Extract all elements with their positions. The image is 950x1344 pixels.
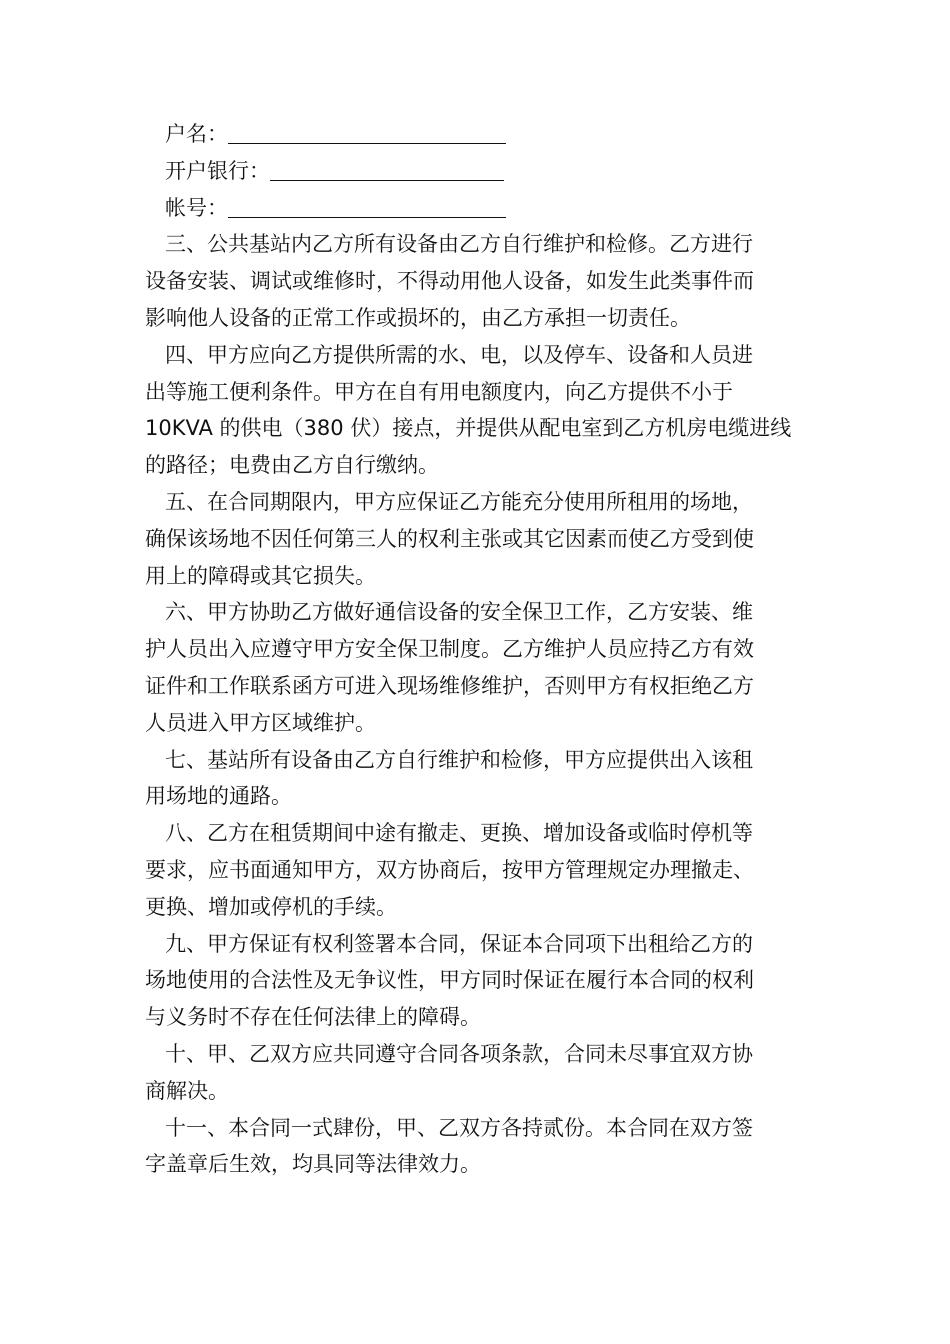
clause-7 — [145, 742, 807, 816]
clause-3 — [145, 226, 807, 336]
clause-5 — [145, 484, 807, 594]
paragraph-line: 用场地的通路。 — [145, 784, 292, 809]
paragraph-line: 十一、本合同一式肆份，甲、乙双方各持贰份。本合同在双方签 — [165, 1115, 753, 1140]
paragraph-line: 与义务时不存在任何法律上的障碍。 — [145, 1005, 481, 1030]
paragraph-line: 九、甲方保证有权利签署本合同，保证本合同项下出租给乙方的 — [165, 931, 753, 956]
paragraph-line: 设备安装、调试或维修时，不得动用他人设备，如发生此类事件而 — [145, 269, 754, 294]
clause-11 — [145, 1110, 807, 1184]
clause-4 — [145, 337, 807, 484]
account-name-field — [145, 116, 807, 153]
paragraph-line: 六、甲方协助乙方做好通信设备的安全保卫工作，乙方安装、维 — [165, 600, 753, 625]
paragraph-line: 10KVA 的供电（380 伏）接点，并提供从配电室到乙方机房电缆进线 — [145, 416, 792, 441]
clause-10 — [145, 1036, 807, 1110]
paragraph-line: 用上的障碍或其它损失。 — [145, 563, 376, 588]
paragraph-line: 五、在合同期限内，甲方应保证乙方能充分使用所租用的场地， — [165, 489, 753, 514]
paragraph-line: 字盖章后生效，均具同等法律效力。 — [145, 1152, 481, 1177]
account-number-label: 帐号： — [165, 195, 228, 220]
clause-8 — [145, 815, 807, 925]
paragraph-line: 场地使用的合法性及无争议性，甲方同时保证在履行本合同的权利 — [145, 968, 754, 993]
account-name-blank — [228, 119, 506, 144]
account-number-field — [145, 190, 807, 227]
paragraph-line: 八、乙方在租赁期间中途有撤走、更换、增加设备或临时停机等 — [165, 821, 753, 846]
paragraph-line: 护人员出入应遵守甲方安全保卫制度。乙方维护人员应持乙方有效 — [145, 637, 754, 662]
account-number-blank — [228, 193, 506, 218]
bank-name-label: 开户银行： — [165, 158, 270, 183]
paragraph-line: 出等施工便利条件。甲方在自有用电额度内，向乙方提供不小于 — [145, 379, 733, 404]
document-page — [145, 116, 807, 1183]
paragraph-line: 确保该场地不因任何第三人的权利主张或其它因素而使乙方受到使 — [145, 526, 754, 551]
paragraph-line: 更换、增加或停机的手续。 — [145, 894, 397, 919]
paragraph-line: 十、甲、乙双方应共同遵守合同各项条款，合同未尽事宜双方协 — [165, 1041, 753, 1066]
paragraph-line: 影响他人设备的正常工作或损坏的，由乙方承担一切责任。 — [145, 305, 691, 330]
paragraph-line: 四、甲方应向乙方提供所需的水、电，以及停车、设备和人员进 — [165, 342, 753, 367]
bank-name-field — [145, 153, 807, 190]
clause-6 — [145, 594, 807, 741]
paragraph-line: 的路径；电费由乙方自行缴纳。 — [145, 453, 439, 478]
account-name-label: 户名： — [165, 122, 228, 146]
paragraph-line: 要求，应书面通知甲方，双方协商后，按甲方管理规定办理撤走、 — [145, 857, 754, 882]
paragraph-line: 三、公共基站内乙方所有设备由乙方自行维护和检修。乙方进行 — [165, 232, 753, 257]
paragraph-line: 商解决。 — [145, 1078, 229, 1103]
clause-9 — [145, 926, 807, 1036]
bank-name-blank — [270, 156, 504, 181]
paragraph-line: 七、基站所有设备由乙方自行维护和检修，甲方应提供出入该租 — [165, 747, 753, 772]
paragraph-line: 证件和工作联系函方可进入现场维修维护，否则甲方有权拒绝乙方 — [145, 673, 754, 698]
paragraph-line: 人员进入甲方区域维护。 — [145, 710, 376, 735]
